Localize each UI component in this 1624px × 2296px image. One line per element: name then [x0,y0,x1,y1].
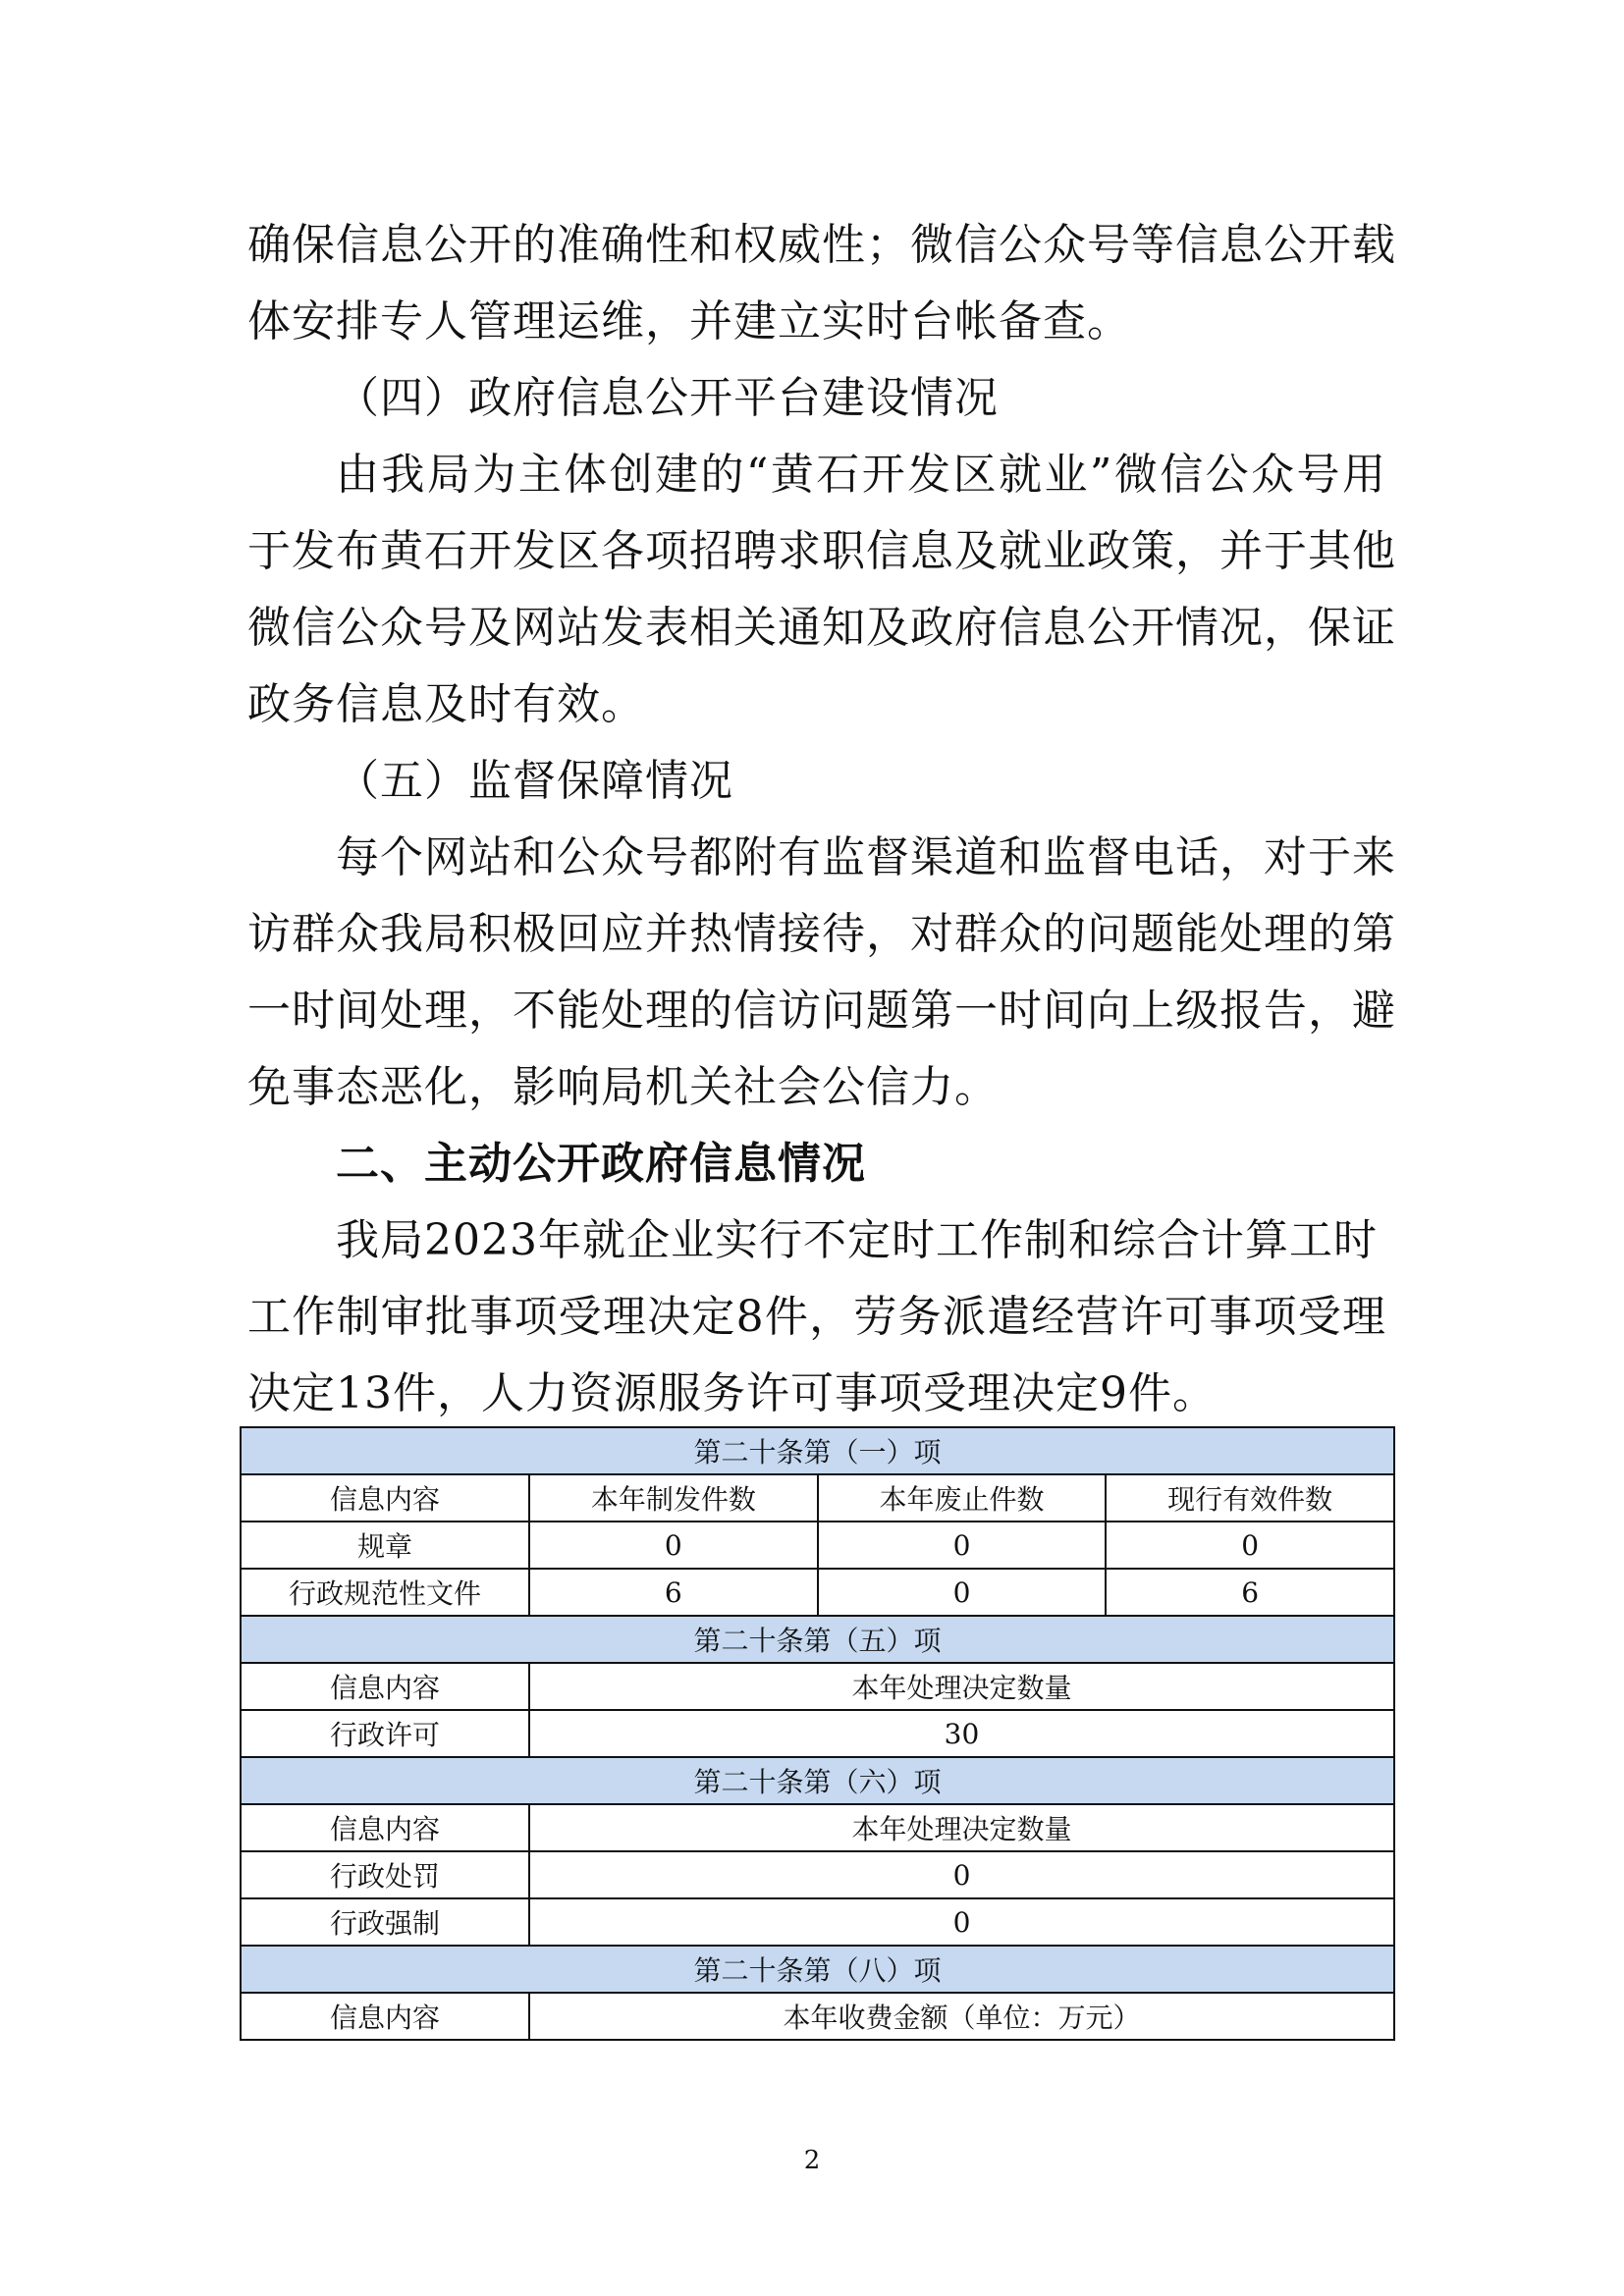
table-header-row [241,1993,1394,2040]
section-title-cell: 第二十条第（六）项 [241,1757,1394,1804]
row-label-cell: 规章 [241,1522,529,1569]
header-cell: 本年废止件数 [818,1474,1107,1522]
table-section-header [241,1946,1394,1993]
value-cell: 6 [529,1569,818,1616]
value-cell: 0 [818,1522,1107,1569]
section-title-cell: 第二十条第（五）项 [241,1616,1394,1663]
row-label-cell: 行政处罚 [241,1851,529,1898]
row-label-cell: 行政许可 [241,1710,529,1757]
body-paragraph-line: 每个网站和公众号都附有监督渠道和监督电话，对于来 [336,832,1396,882]
body-paragraph-line: 由我局为主体创建的“黄石开发区就业”微信公众号用 [336,450,1386,500]
value-cell: 0 [1106,1522,1394,1569]
body-paragraph-line: 工作制审批事项受理决定8件，劳务派遣经营许可事项受理 [247,1292,1386,1342]
table-section-header [241,1616,1394,1663]
table-row [241,1569,1394,1616]
table-header-row [241,1804,1394,1851]
body-paragraph-line: 访群众我局积极回应并热情接待，对群众的问题能处理的第 [247,909,1396,959]
table-row [241,1522,1394,1569]
row-label-cell: 行政强制 [241,1898,529,1946]
body-paragraph-line: 一时间处理，不能处理的信访问题第一时间向上级报告，避 [247,986,1396,1036]
disclosure-table [240,1426,1395,2041]
body-paragraph-line: 微信公众号及网站发表相关通知及政府信息公开情况，保证 [247,603,1396,653]
value-cell: 0 [529,1522,818,1569]
section-subheading: （五）监督保障情况 [336,756,733,806]
header-cell: 本年处理决定数量 [529,1663,1394,1710]
header-cell: 本年收费金额（单位：万元） [529,1993,1394,2040]
section-subheading: （四）政府信息公开平台建设情况 [336,373,999,423]
section-title-cell: 第二十条第（八）项 [241,1946,1394,1993]
section-title-cell: 第二十条第（一）项 [241,1427,1394,1474]
table-section-header [241,1427,1394,1474]
header-cell: 信息内容 [241,1663,529,1710]
table-section-header [241,1757,1394,1804]
page-number: 2 [803,2146,821,2175]
body-paragraph-line: 政务信息及时有效。 [247,679,645,729]
body-paragraph-line: 于发布黄石开发区各项招聘求职信息及就业政策，并于其他 [247,526,1396,576]
header-cell: 信息内容 [241,1993,529,2040]
header-cell: 本年处理决定数量 [529,1804,1394,1851]
body-paragraph-line: 体安排专人管理运维，并建立实时台帐备查。 [247,296,1131,347]
section-heading: 二、主动公开政府信息情况 [336,1139,866,1189]
value-cell: 6 [1106,1569,1394,1616]
table-row [241,1851,1394,1898]
table-row [241,1710,1394,1757]
table-row [241,1898,1394,1946]
body-paragraph-line: 决定13件，人力资源服务许可事项受理决定9件。 [247,1368,1217,1418]
row-label-cell: 行政规范性文件 [241,1569,529,1616]
header-cell: 信息内容 [241,1474,529,1522]
header-cell: 本年制发件数 [529,1474,818,1522]
body-paragraph-line: 我局2023年就企业实行不定时工作制和综合计算工时 [336,1215,1378,1265]
body-paragraph-line: 免事态恶化，影响局机关社会公信力。 [247,1062,999,1112]
header-cell: 信息内容 [241,1804,529,1851]
value-cell: 0 [529,1851,1394,1898]
value-cell: 0 [818,1569,1107,1616]
table-header-row [241,1663,1394,1710]
body-paragraph-line: 确保信息公开的准确性和权威性；微信公众号等信息公开载 [247,220,1396,270]
value-cell: 0 [529,1898,1394,1946]
value-cell: 30 [529,1710,1394,1757]
header-cell: 现行有效件数 [1106,1474,1394,1522]
table-header-row [241,1474,1394,1522]
